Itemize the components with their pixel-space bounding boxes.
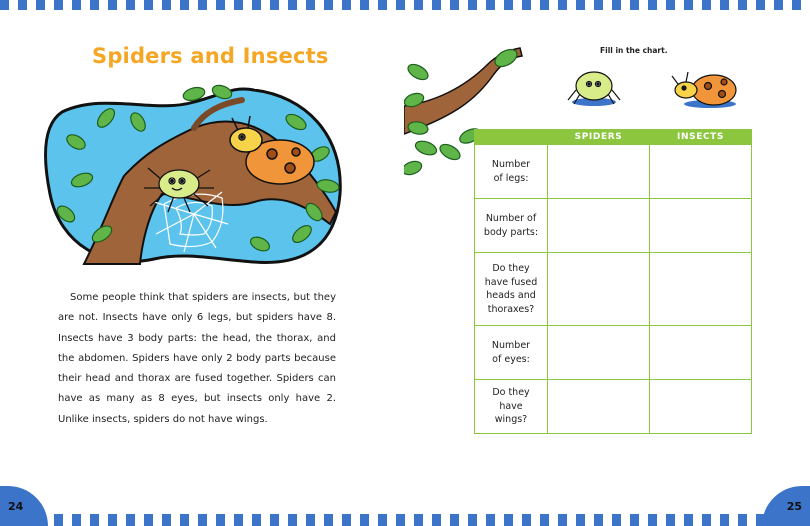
body-paragraph: Some people think that spiders are insects, but they are not. Insects have only 6 legs, but spiders have 8. Insects have 3 body parts: the head, the thorax, and the abdomen. Spiders have only 2 body parts because their head and thorax are fused together. Spiders can have as many as 8 eyes, but insects only have 2. Unlike insects, spiders do not have wings. — [58, 292, 336, 425]
spider-and-ladybug-icons — [560, 60, 750, 116]
chart-header-row — [475, 130, 752, 145]
chart-row-eyes — [475, 326, 752, 380]
page-number-right — [762, 486, 810, 526]
small-ladybug — [672, 72, 736, 108]
answer-cell-spiders[interactable] — [548, 326, 650, 380]
chart-header-insects: INSECTS — [650, 130, 752, 145]
comparison-chart — [474, 129, 752, 434]
chart-instruction: Fill in the chart. — [600, 46, 668, 55]
answer-cell-insects[interactable] — [650, 145, 752, 199]
row-question: Number of legs: — [475, 145, 548, 199]
row-question: Number of body parts: — [475, 199, 548, 253]
chart-row-body-parts — [475, 199, 752, 253]
answer-cell-spiders[interactable] — [548, 199, 650, 253]
row-question: Number of eyes: — [475, 326, 548, 380]
page-number-right-text: 25 — [786, 500, 802, 513]
page-number-left — [0, 486, 48, 526]
answer-cell-insects[interactable] — [650, 326, 752, 380]
page-number-left-text: 24 — [8, 500, 24, 513]
answer-cell-spiders[interactable] — [548, 145, 650, 199]
answer-cell-insects[interactable] — [650, 199, 752, 253]
answer-cell-insects[interactable] — [650, 380, 752, 434]
chart-row-wings — [475, 380, 752, 434]
chart-header-blank — [475, 130, 548, 145]
chart-row-legs — [475, 145, 752, 199]
row-question: Do they have wings? — [475, 380, 548, 434]
bottom-stripe-border — [0, 514, 810, 526]
answer-cell-spiders[interactable] — [548, 380, 650, 434]
row-question: Do they have fused heads and thoraxes? — [475, 253, 548, 326]
chart-row-fused — [475, 253, 752, 326]
page-title: Spiders and Insects — [92, 44, 329, 68]
spider-insect-illustration — [44, 84, 354, 274]
chart-header-spiders: SPIDERS — [548, 130, 650, 145]
top-stripe-border — [0, 0, 810, 10]
answer-cell-spiders[interactable] — [548, 253, 650, 326]
small-spider — [568, 72, 620, 106]
answer-cell-insects[interactable] — [650, 253, 752, 326]
